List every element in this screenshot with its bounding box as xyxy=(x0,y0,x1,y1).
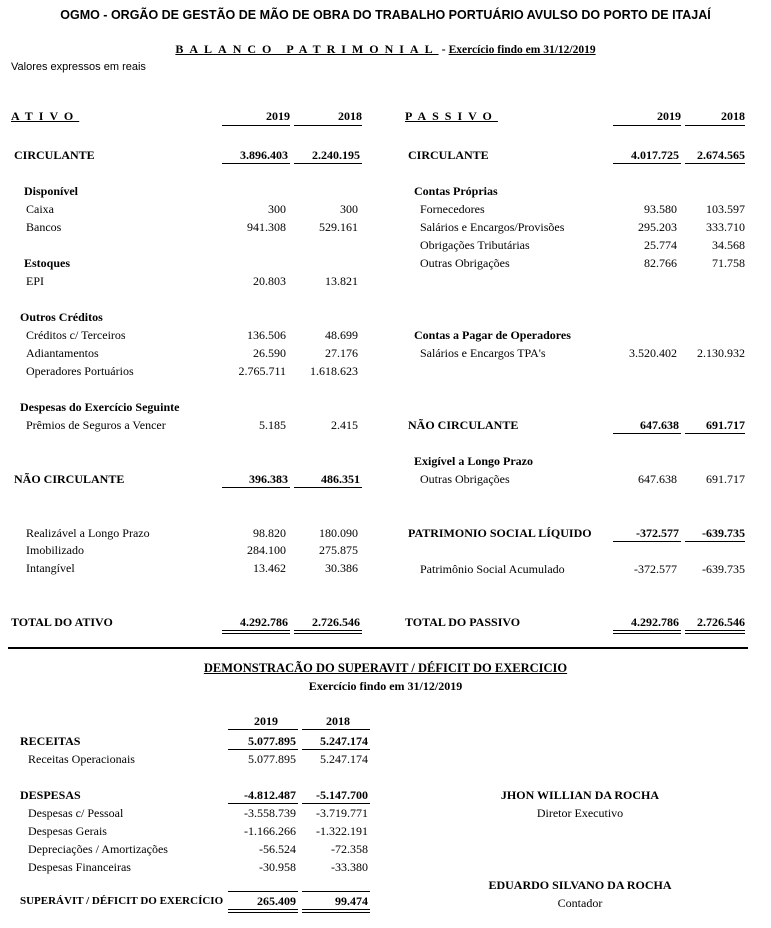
outras-obrig-lp-2018: 691.717 xyxy=(706,472,745,486)
divider xyxy=(302,909,370,910)
patrimonio-2018: -639.735 xyxy=(702,526,745,540)
total-ativo-2019: 4.292.786 xyxy=(240,615,288,629)
receitas-oper-label: Receitas Operacionais xyxy=(28,752,135,766)
adiantamentos-label: Adiantamentos xyxy=(26,346,99,360)
desp-gerais-label: Despesas Gerais xyxy=(28,824,107,838)
passivo-nao-circulante-2018: 691.717 xyxy=(706,418,745,432)
dre-year-2019: 2019 xyxy=(254,714,278,728)
passivo-heading: PASSIVO xyxy=(405,109,498,123)
salarios-2018: 333.710 xyxy=(706,220,745,234)
passivo-year-2019: 2019 xyxy=(657,109,681,123)
total-passivo-2018: 2.726.546 xyxy=(697,615,745,629)
receitas-label: RECEITAS xyxy=(20,734,81,748)
total-ativo-label: TOTAL DO ATIVO xyxy=(11,615,113,629)
divider xyxy=(613,433,681,434)
divider xyxy=(294,163,362,164)
outras-obrig-label: Outras Obrigações xyxy=(420,256,510,270)
intangivel-2019: 13.462 xyxy=(253,561,286,575)
ativo-circulante-2018: 2.240.195 xyxy=(312,148,360,162)
fornecedores-label: Fornecedores xyxy=(420,202,485,216)
passivo-circulante-2018: 2.674.565 xyxy=(697,148,745,162)
divider xyxy=(685,630,745,631)
salarios-label: Salários e Encargos/Provisões xyxy=(420,220,565,234)
divider xyxy=(228,729,298,730)
contas-proprias-label: Contas Próprias xyxy=(414,184,498,198)
caixa-label: Caixa xyxy=(26,202,54,216)
operadores-label: Operadores Portuários xyxy=(26,364,134,378)
ativo-nao-circulante-2018: 486.351 xyxy=(321,472,360,486)
epi-2018: 13.821 xyxy=(325,274,358,288)
passivo-circulante-label: CIRCULANTE xyxy=(408,148,489,162)
operadores-2019: 2.765.711 xyxy=(238,364,286,378)
bancos-label: Bancos xyxy=(26,220,62,234)
bp-subtitle: Exercício findo em 31/12/2019 xyxy=(448,44,596,56)
ativo-circulante-2019: 3.896.403 xyxy=(240,148,288,162)
divider xyxy=(613,125,681,126)
outras-obrig-lp-label: Outras Obrigações xyxy=(420,472,510,486)
divider xyxy=(228,909,298,910)
signatory-name: JHON WILLIAN DA ROCHA xyxy=(500,788,660,802)
passivo-nao-circulante-label: NÃO CIRCULANTE xyxy=(408,418,519,432)
superavit-label: SUPERÁVIT / DÉFICIT DO EXERCÍCIO xyxy=(20,895,224,907)
divider xyxy=(685,125,745,126)
divider xyxy=(302,803,370,804)
divider xyxy=(294,633,362,634)
passivo-circulante-2019: 4.017.725 xyxy=(631,148,679,162)
caixa-2019: 300 xyxy=(268,202,286,216)
caixa-2018: 300 xyxy=(340,202,358,216)
receitas-oper-2019: 5.077.895 xyxy=(248,752,296,766)
divider xyxy=(685,163,745,164)
divider xyxy=(302,749,370,750)
divider xyxy=(685,633,745,634)
divider xyxy=(685,541,745,542)
salarios-tpa-label: Salários e Encargos TPA's xyxy=(420,346,546,360)
total-passivo-label: TOTAL DO PASSIVO xyxy=(405,615,521,629)
total-ativo-2018: 2.726.546 xyxy=(312,615,360,629)
obrigacoes-trib-2018: 34.568 xyxy=(712,238,745,252)
outros-creditos-label: Outros Créditos xyxy=(20,310,103,324)
divider xyxy=(222,163,290,164)
divider xyxy=(685,433,745,434)
desp-financeiras-2018: -33.380 xyxy=(331,860,368,874)
despesas-2019: -4.812.487 xyxy=(244,788,296,802)
bancos-2019: 941.308 xyxy=(247,220,286,234)
ativo-heading: ATIVO xyxy=(11,109,80,123)
signatory-name: EDUARDO SILVANO DA ROCHA xyxy=(488,878,672,892)
depreciacoes-2019: -56.524 xyxy=(259,842,296,856)
bp-title: BALANCO PATRIMONIAL xyxy=(175,42,439,56)
despesas-2018: -5.147.700 xyxy=(316,788,368,802)
desp-gerais-2019: -1.166.266 xyxy=(244,824,296,838)
imobilizado-2019: 284.100 xyxy=(247,543,286,557)
ativo-nao-circulante-2019: 396.383 xyxy=(249,472,288,486)
desp-gerais-2018: -1.322.191 xyxy=(316,824,368,838)
divider xyxy=(294,125,362,126)
divider xyxy=(294,630,362,631)
divider xyxy=(302,912,370,913)
depreciacoes-2018: -72.358 xyxy=(331,842,368,856)
receitas-oper-2018: 5.247.174 xyxy=(320,752,368,766)
outras-obrig-lp-2019: 647.638 xyxy=(638,472,677,486)
divider xyxy=(613,541,681,542)
obrigacoes-trib-2019: 25.774 xyxy=(644,238,677,252)
receitas-2019: 5.077.895 xyxy=(248,734,296,748)
operadores-2018: 1.618.623 xyxy=(310,364,358,378)
patrimonio-label: PATRIMONIO SOCIAL LÍQUIDO xyxy=(408,526,592,540)
ativo-circulante-label: CIRCULANTE xyxy=(14,148,95,162)
section-separator xyxy=(8,647,748,649)
disponivel-label: Disponível xyxy=(24,184,79,198)
passivo-year-2018: 2018 xyxy=(721,109,745,123)
premios-label: Prêmios de Seguros a Vencer xyxy=(26,418,166,432)
outras-obrig-2018: 71.758 xyxy=(712,256,745,270)
fornecedores-2018: 103.597 xyxy=(706,202,745,216)
desp-financeiras-label: Despesas Financeiras xyxy=(28,860,131,874)
patrimonio-acum-2018: -639.735 xyxy=(702,562,745,576)
patrimonio-2019: -372.577 xyxy=(636,526,679,540)
premios-2018: 2.415 xyxy=(331,418,358,432)
realizavel-2019: 98.820 xyxy=(253,526,286,540)
despesas-label: DESPESAS xyxy=(20,788,81,802)
realizavel-2018: 180.090 xyxy=(319,526,358,540)
desp-pessoal-label: Despesas c/ Pessoal xyxy=(28,806,124,820)
org-title: OGMO - ORGÃO DE GESTÃO DE MÃO DE OBRA DO TRABALHO PORTUÁRIO AVULSO DO PORTO DE ITAJAÍ xyxy=(60,8,711,22)
total-passivo-2019: 4.292.786 xyxy=(631,615,679,629)
ativo-year-2018: 2018 xyxy=(338,109,362,123)
fornecedores-2019: 93.580 xyxy=(644,202,677,216)
divider xyxy=(222,633,290,634)
signatory-role: Diretor Executivo xyxy=(536,806,624,820)
despesas-seguinte-label: Despesas do Exercício Seguinte xyxy=(20,400,180,414)
divider xyxy=(222,487,290,488)
outras-obrig-2019: 82.766 xyxy=(644,256,677,270)
divider xyxy=(228,749,298,750)
epi-label: EPI xyxy=(26,274,44,288)
values-note: Valores expressos em reais xyxy=(11,61,146,73)
ativo-year-2019: 2019 xyxy=(266,109,290,123)
intangivel-2018: 30.386 xyxy=(325,561,358,575)
receitas-2018: 5.247.174 xyxy=(320,734,368,748)
imobilizado-label: Imobilizado xyxy=(26,543,84,557)
bp-title-row xyxy=(0,42,771,57)
ativo-nao-circulante-label: NÃO CIRCULANTE xyxy=(14,472,125,486)
salarios-2019: 295.203 xyxy=(638,220,677,234)
superavit-2019: 265.409 xyxy=(257,894,296,908)
bp-dash: - xyxy=(441,42,446,56)
dre-subtitle: Exercício findo em 31/12/2019 xyxy=(308,679,463,693)
divider xyxy=(613,633,681,634)
divider xyxy=(294,487,362,488)
bancos-2018: 529.161 xyxy=(319,220,358,234)
obrigacoes-trib-label: Obrigações Tributárias xyxy=(420,238,530,252)
passivo-nao-circulante-2019: 647.638 xyxy=(640,418,679,432)
salarios-tpa-2019: 3.520.402 xyxy=(629,346,677,360)
signatory-role: Contador xyxy=(557,896,603,910)
realizavel-label: Realizável a Longo Prazo xyxy=(26,526,150,540)
divider xyxy=(222,630,290,631)
desp-pessoal-2019: -3.558.739 xyxy=(244,806,296,820)
dre-year-2018: 2018 xyxy=(326,714,350,728)
epi-2019: 20.803 xyxy=(253,274,286,288)
depreciacoes-label: Depreciações / Amortizações xyxy=(28,842,168,856)
adiantamentos-2019: 26.590 xyxy=(253,346,286,360)
adiantamentos-2018: 27.176 xyxy=(325,346,358,360)
salarios-tpa-2018: 2.130.932 xyxy=(697,346,745,360)
divider xyxy=(613,163,681,164)
desp-financeiras-2019: -30.958 xyxy=(259,860,296,874)
superavit-2018: 99.474 xyxy=(335,894,368,908)
divider xyxy=(228,912,298,913)
dre-title: DEMONSTRACÃO DO SUPERAVIT / DÉFICIT DO EXERCICIO xyxy=(203,661,568,675)
divider xyxy=(222,125,290,126)
divider xyxy=(302,891,370,892)
divider xyxy=(228,891,298,892)
estoques-label: Estoques xyxy=(24,256,71,270)
divider xyxy=(302,729,370,730)
creditos-terceiros-label: Créditos c/ Terceiros xyxy=(26,328,126,342)
divider xyxy=(228,803,298,804)
creditos-terceiros-2018: 48.699 xyxy=(325,328,358,342)
creditos-terceiros-2019: 136.506 xyxy=(247,328,286,342)
patrimonio-acum-2019: -372.577 xyxy=(634,562,677,576)
patrimonio-acum-label: Patrimônio Social Acumulado xyxy=(420,562,565,576)
exigivel-label: Exigível a Longo Prazo xyxy=(414,454,533,468)
desp-pessoal-2018: -3.719.771 xyxy=(316,806,368,820)
premios-2019: 5.185 xyxy=(259,418,286,432)
divider xyxy=(613,630,681,631)
contas-pagar-label: Contas a Pagar de Operadores xyxy=(414,328,571,342)
imobilizado-2018: 275.875 xyxy=(319,543,358,557)
intangivel-label: Intangível xyxy=(26,561,75,575)
